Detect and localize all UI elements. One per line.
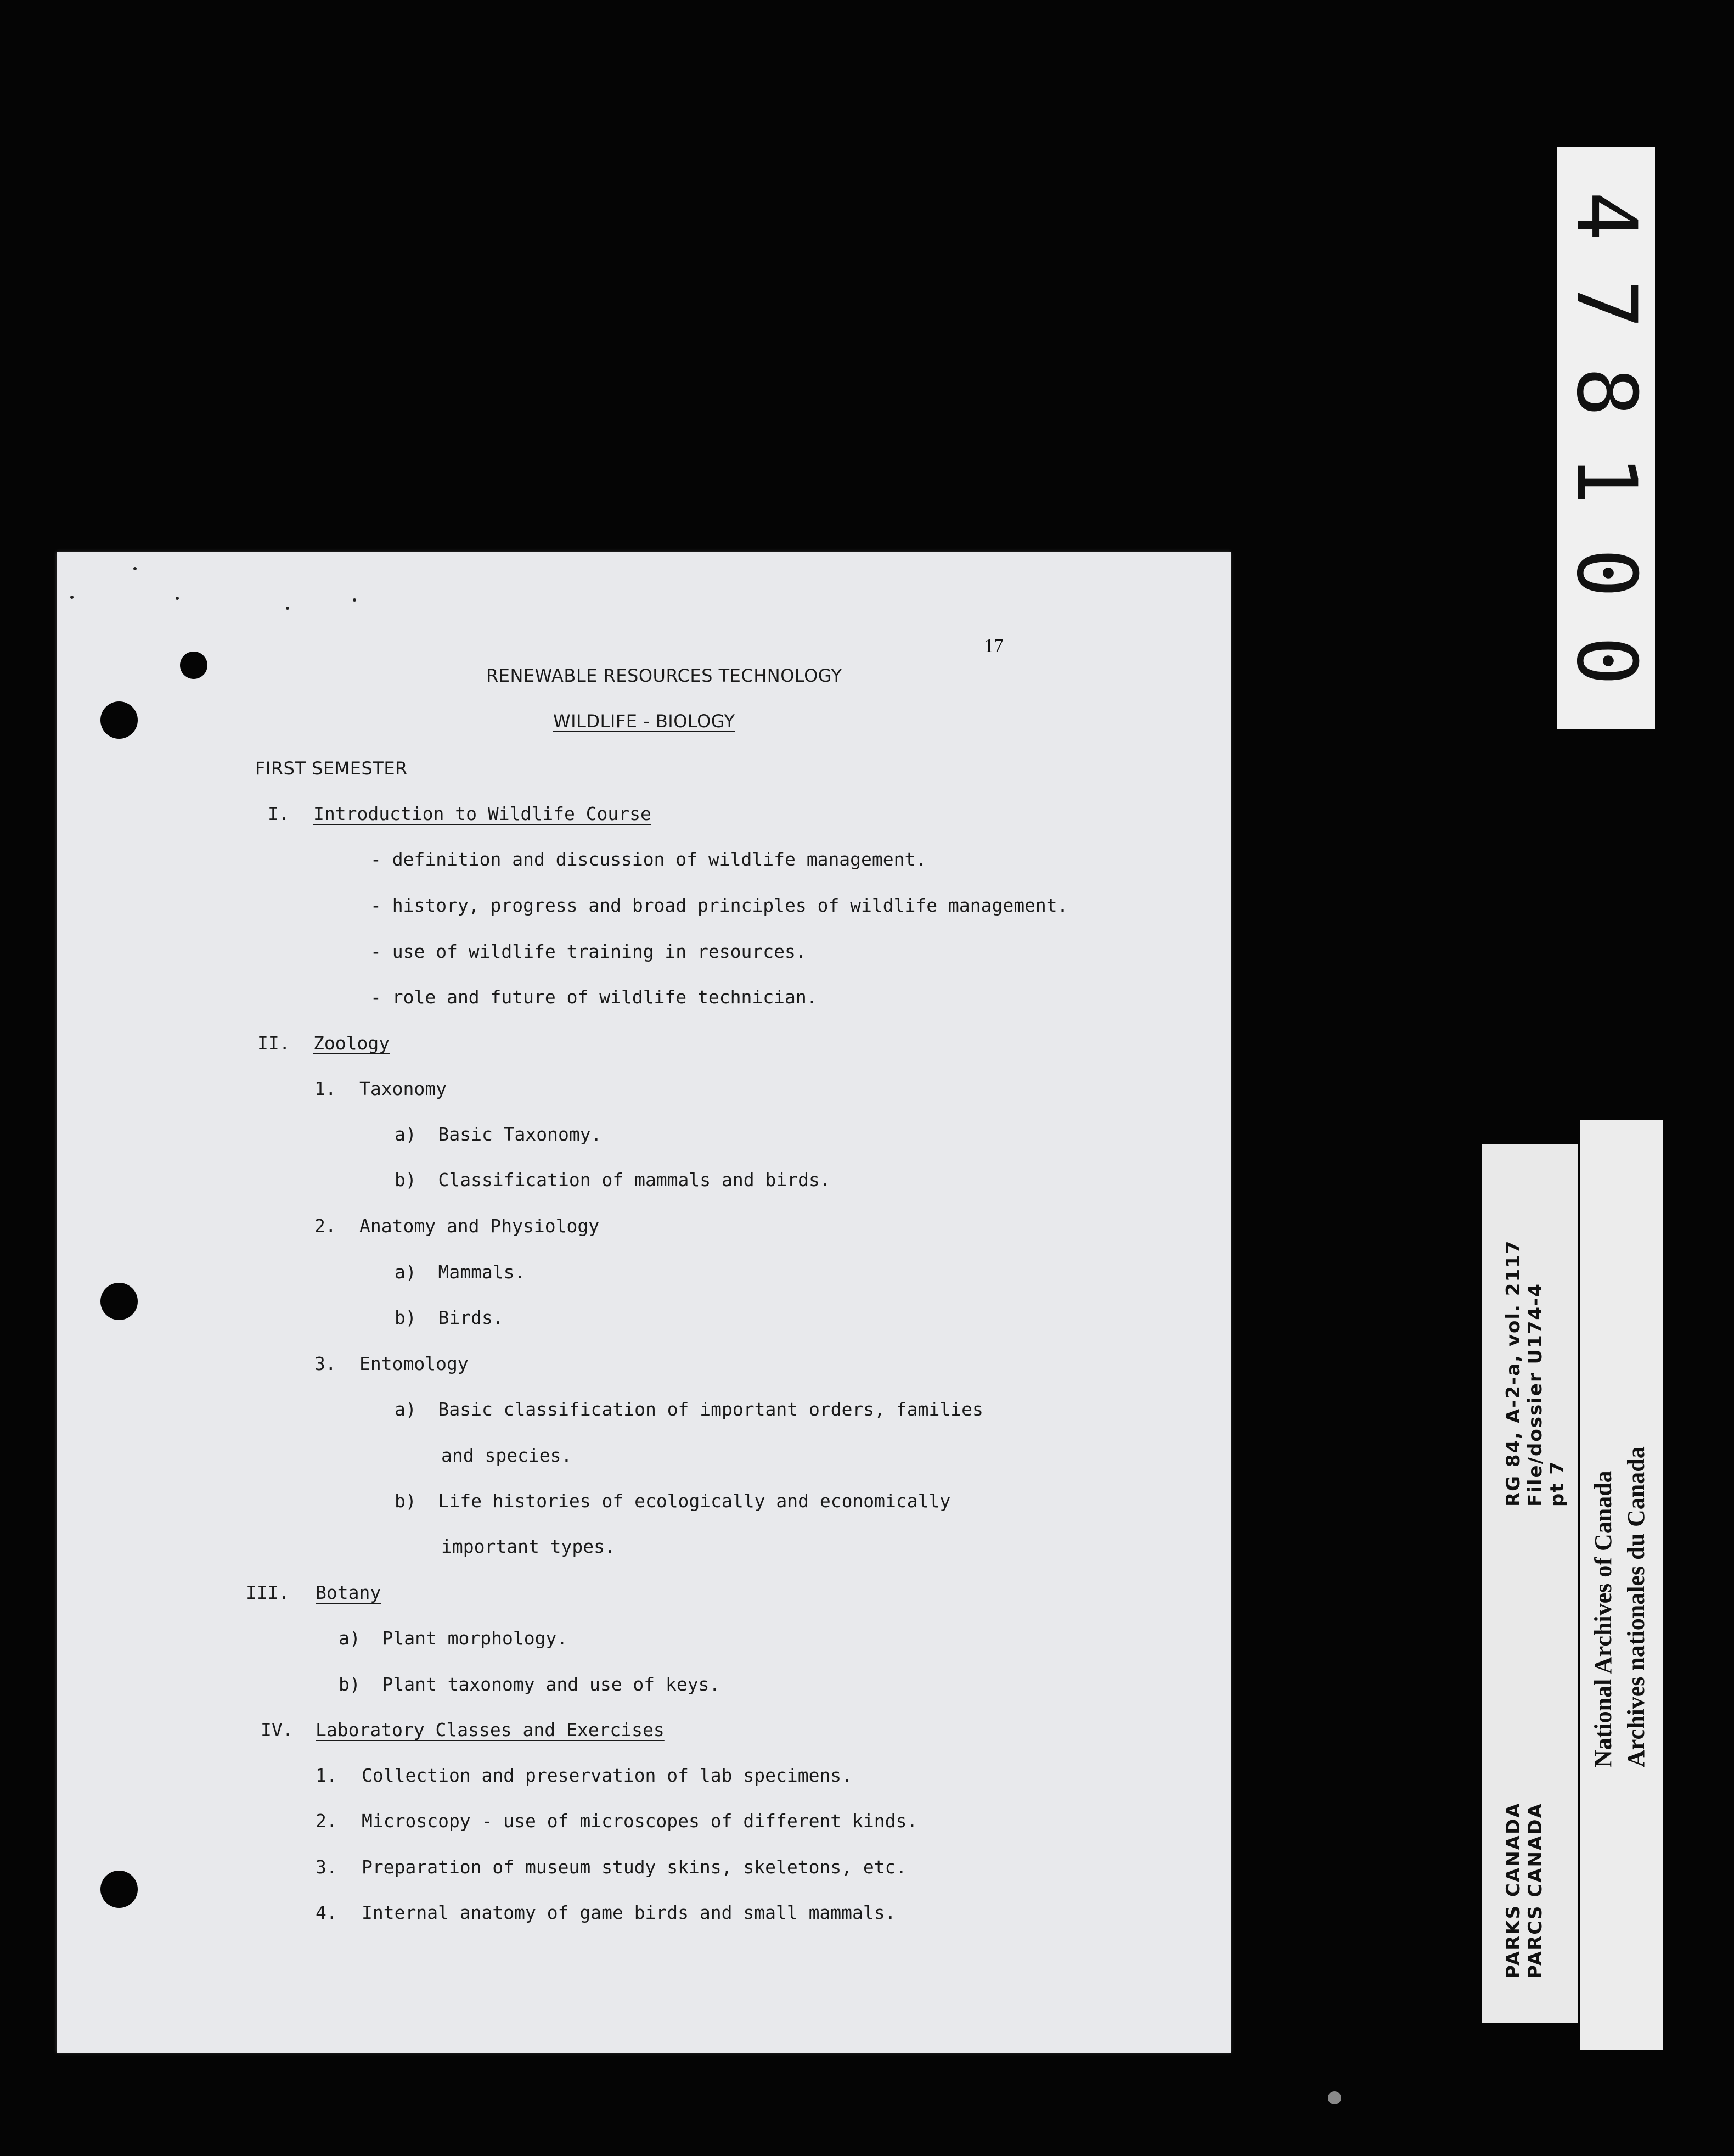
document-subtitle: WILDLIFE - BIOLOGY xyxy=(553,711,735,732)
section-title: Laboratory Classes and Exercises xyxy=(316,1719,665,1740)
list-item: a) Basic classification of important orders, families xyxy=(395,1399,983,1420)
section-title xyxy=(313,803,651,824)
speck xyxy=(176,597,179,600)
list-item: Internal anatomy of game birds and small mammals. xyxy=(362,1902,896,1923)
film-mark xyxy=(1328,2091,1341,2104)
list-item: b) Classification of mammals and birds. xyxy=(395,1169,831,1191)
speck xyxy=(353,598,356,602)
list-item-number: 2. xyxy=(316,1810,337,1832)
frame-digit: 8 xyxy=(1558,367,1654,417)
document-title: RENEWABLE RESOURCES TECHNOLOGY xyxy=(486,665,842,686)
list-item: b) Life histories of ecologically and economically xyxy=(395,1490,951,1512)
list-item-continuation: important types. xyxy=(441,1536,616,1557)
frame-digit: 0 xyxy=(1558,548,1654,598)
document-page xyxy=(57,552,1231,2053)
semester-heading: FIRST SEMESTER xyxy=(255,758,408,779)
list-item: a) Basic Taxonomy. xyxy=(395,1124,602,1145)
list-item: a) Mammals. xyxy=(395,1261,526,1283)
section-title: Zoology xyxy=(313,1032,390,1054)
subsection-number: 3. xyxy=(314,1353,336,1374)
subsection-number: 1. xyxy=(314,1078,336,1099)
list-item: a) Plant morphology. xyxy=(339,1627,568,1649)
reference-line: File/dossier U174-4 xyxy=(1524,1283,1546,1507)
binder-hole xyxy=(180,652,207,679)
archives-name-fr: Archives nationales du Canada xyxy=(1623,1446,1649,1767)
section-title: Botany xyxy=(316,1582,381,1603)
reference-line: RG 84, A-2-a, vol. 2117 xyxy=(1502,1239,1524,1507)
subsection-title: Entomology xyxy=(359,1353,469,1374)
section-number: IV. xyxy=(261,1719,294,1740)
speck xyxy=(286,607,289,610)
list-item: - history, progress and broad principles of wildlife management. xyxy=(370,895,1068,916)
frame-digit: 1 xyxy=(1558,454,1654,505)
national-archives-label xyxy=(1580,1120,1663,2050)
section-number: II. xyxy=(257,1032,290,1054)
archive-reference-label xyxy=(1482,1144,1578,2023)
list-item-number: 1. xyxy=(316,1765,337,1786)
list-item: - use of wildlife training in resources. xyxy=(370,941,807,962)
list-item: b) Plant taxonomy and use of keys. xyxy=(339,1674,720,1695)
parks-canada-en: PARKS CANADA xyxy=(1502,1802,1524,1979)
frame-digit: 0 xyxy=(1558,636,1654,686)
list-item: - role and future of wildlife technician. xyxy=(370,986,818,1008)
list-item: Collection and preservation of lab specimens. xyxy=(362,1765,853,1786)
list-item: - definition and discussion of wildlife management. xyxy=(370,849,927,870)
parks-canada-fr: PARCS CANADA xyxy=(1524,1803,1546,1979)
reference-line: pt 7 xyxy=(1546,1460,1568,1507)
subsection-number: 2. xyxy=(314,1215,336,1237)
list-item-number: 4. xyxy=(316,1902,337,1923)
binder-hole xyxy=(100,1871,138,1908)
list-item: Preparation of museum study skins, skeletons, etc. xyxy=(362,1856,907,1878)
frame-number-strip xyxy=(1557,147,1655,729)
section-number: III. xyxy=(246,1582,290,1603)
section-title-text: Introduction to Wildlife Course xyxy=(313,803,651,824)
section-number: I. xyxy=(268,803,290,824)
list-item: b) Birds. xyxy=(395,1307,504,1328)
subsection-title: Anatomy and Physiology xyxy=(359,1215,600,1237)
binder-hole xyxy=(100,701,138,739)
list-item-number: 3. xyxy=(316,1856,337,1878)
binder-hole xyxy=(100,1283,138,1320)
speck xyxy=(70,596,74,599)
list-item-continuation: and species. xyxy=(441,1445,572,1466)
page-number: 17 xyxy=(984,635,1004,656)
list-item: Microscopy - use of microscopes of different kinds. xyxy=(362,1810,918,1832)
archives-name-en: National Archives of Canada xyxy=(1590,1470,1617,1767)
speck xyxy=(133,567,137,570)
frame-digit: 4 xyxy=(1558,191,1654,242)
subsection-title: Taxonomy xyxy=(359,1078,447,1099)
frame-digit: 7 xyxy=(1558,279,1654,329)
